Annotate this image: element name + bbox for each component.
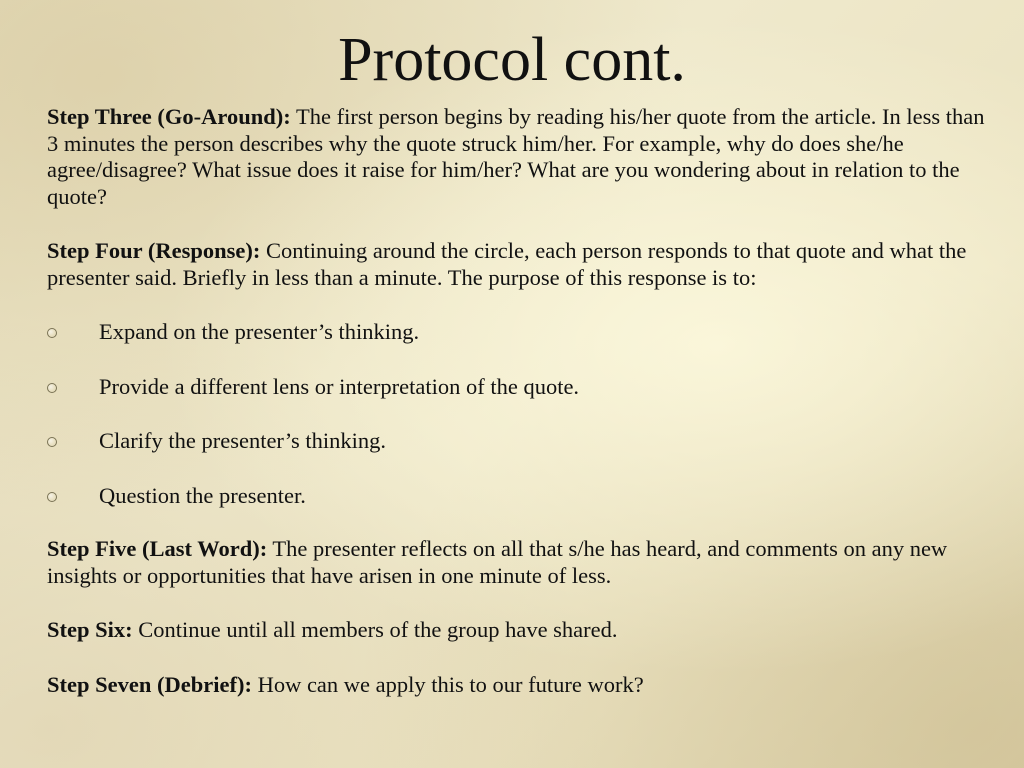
step-five-paragraph: [47, 536, 997, 589]
step-six-label: Step Six:: [47, 617, 133, 642]
list-item: [47, 428, 997, 455]
step-six-paragraph: [47, 617, 997, 644]
step-four-paragraph: [47, 238, 997, 291]
list-item-text: Clarify the presenter’s thinking.: [99, 428, 387, 453]
slide-title: Protocol cont.: [338, 26, 686, 94]
hollow-circle-bullet-icon: [47, 328, 57, 338]
step-seven-text: How can we apply this to our future work?: [251, 671, 644, 697]
step-four-label: Step Four (Response):: [47, 238, 261, 263]
hollow-circle-bullet-icon: [47, 492, 57, 502]
step-three-label: Step Three (Go-Around):: [47, 104, 291, 129]
step-five-text: The presenter reflects on all that s/he has heard, and comments on any new insights or opportunities that have arisen in one minute of less.: [47, 536, 948, 588]
step-seven-label: Step Seven (Debrief):: [47, 671, 252, 697]
list-item-text: Provide a different lens or interpretation of the quote.: [99, 373, 580, 399]
step-six-text: Continue until all members of the group have shared.: [132, 617, 618, 642]
step-seven-paragraph: [47, 672, 997, 699]
slide-body: [47, 104, 997, 726]
list-item-text: Question the presenter.: [99, 482, 306, 508]
list-item-text: Expand on the presenter’s thinking.: [99, 319, 420, 344]
list-item: [47, 483, 997, 510]
step-five-label: Step Five (Last Word):: [47, 536, 268, 561]
hollow-circle-bullet-icon: [47, 383, 57, 393]
hollow-circle-bullet-icon: [47, 437, 57, 447]
step-three-text: The first person begins by reading his/her quote from the article. In less than 3 minutes the person describes why the quote struck him/her. For example, why do does she/he agree/disagree? What issue does it raise for him/her? What are you wondering about in relation to the quote?: [47, 104, 985, 209]
list-item: [47, 374, 997, 401]
list-item: [47, 319, 997, 346]
step-four-text: Continuing around the circle, each person responds to that quote and what the presenter said. Briefly in less than a minute. The purpose of this response is to:: [47, 238, 967, 290]
response-purpose-list: [47, 319, 997, 509]
step-three-paragraph: [47, 104, 997, 210]
